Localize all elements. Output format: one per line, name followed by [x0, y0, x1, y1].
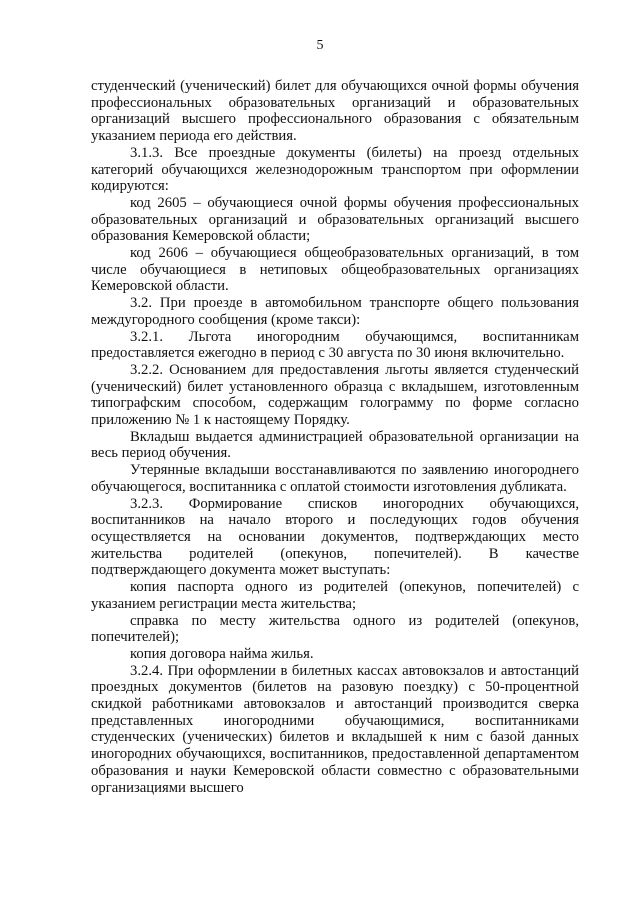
paragraph-3-2-4: 3.2.4. При оформлении в билетных кассах автовокзалов и автостанций проездных документов (билетов на разовую поездку) с 50-процентной скидкой работниками автовокзалов и автостанций производится сверка представленных иногородними обучающимися, воспитанниками студенческих (ученических) билетов и вкладышей к ним с базой данных иногородних обучающихся, воспитанников, предоставленной департаментом образования и науки Кемеровской области совместно с образовательными организациями высшего: [91, 662, 579, 796]
paragraph-code-2606: код 2606 – обучающиеся общеобразовательных организаций, в том числе обучающиеся в нетиповых общеобразовательных организациях Кемеровской области.: [91, 245, 579, 295]
paragraph-lost-inserts: Утерянные вкладыши восстанавливаются по заявлению иногороднего обучающегося, воспитанника с оплатой стоимости изготовления дубликата.: [91, 462, 579, 495]
paragraph-3-2-2: 3.2.2. Основанием для предоставления льготы является студенческий (ученический) билет установленного образца с вкладышем, изготовленным типографским способом, содержащим голограмму по форме согласно приложению № 1 к настоящему Порядку.: [91, 361, 579, 429]
paragraph-residence-certificate: справка по месту жительства одного из родителей (опекунов, попечителей);: [91, 612, 579, 646]
paragraph-insert-issued: Вкладыш выдается администрацией образовательной организации на весь период обучения.: [91, 428, 579, 462]
paragraph-lease-copy: копия договора найма жилья.: [130, 645, 314, 662]
page-number: 5: [316, 38, 324, 53]
paragraph-passport-copy: копия паспорта одного из родителей (опекунов, попечителей) с указанием регистрации места жительства;: [91, 579, 579, 612]
paragraph-code-2605: код 2605 – обучающиеся очной формы обучения профессиональных образовательных организаций и образовательных организаций высшего образования Кемеровской области;: [91, 194, 579, 245]
paragraph-student-ticket-continuation: студенческий (ученический) билет для обучающихся очной формы обучения профессиональных образовательных организаций и образовательных организаций высшего профессионального образования с обязательным указанием периода его действия.: [91, 78, 579, 145]
document-body: [91, 78, 579, 796]
paragraph-3-2: 3.2. При проезде в автомобильном транспорте общего пользования междугородного сообщения (кроме такси):: [91, 295, 579, 328]
paragraph-3-1-3: 3.1.3. Все проездные документы (билеты) на проезд отдельных категорий обучающихся железнодорожным транспортом при оформлении кодируются:: [91, 144, 579, 195]
paragraph-3-2-1: 3.2.1. Льгота иногородним обучающимся, воспитанникам предоставляется ежегодно в период с 30 августа по 30 июня включительно.: [91, 328, 579, 362]
paragraph-3-2-3: 3.2.3. Формирование списков иногородних обучающихся, воспитанников на начало второго и последующих годов обучения осуществляется на основании документов, подтверждающих место жительства родителей (опекунов, попечителей). В качестве подтверждающего документа может выступать:: [91, 495, 579, 579]
